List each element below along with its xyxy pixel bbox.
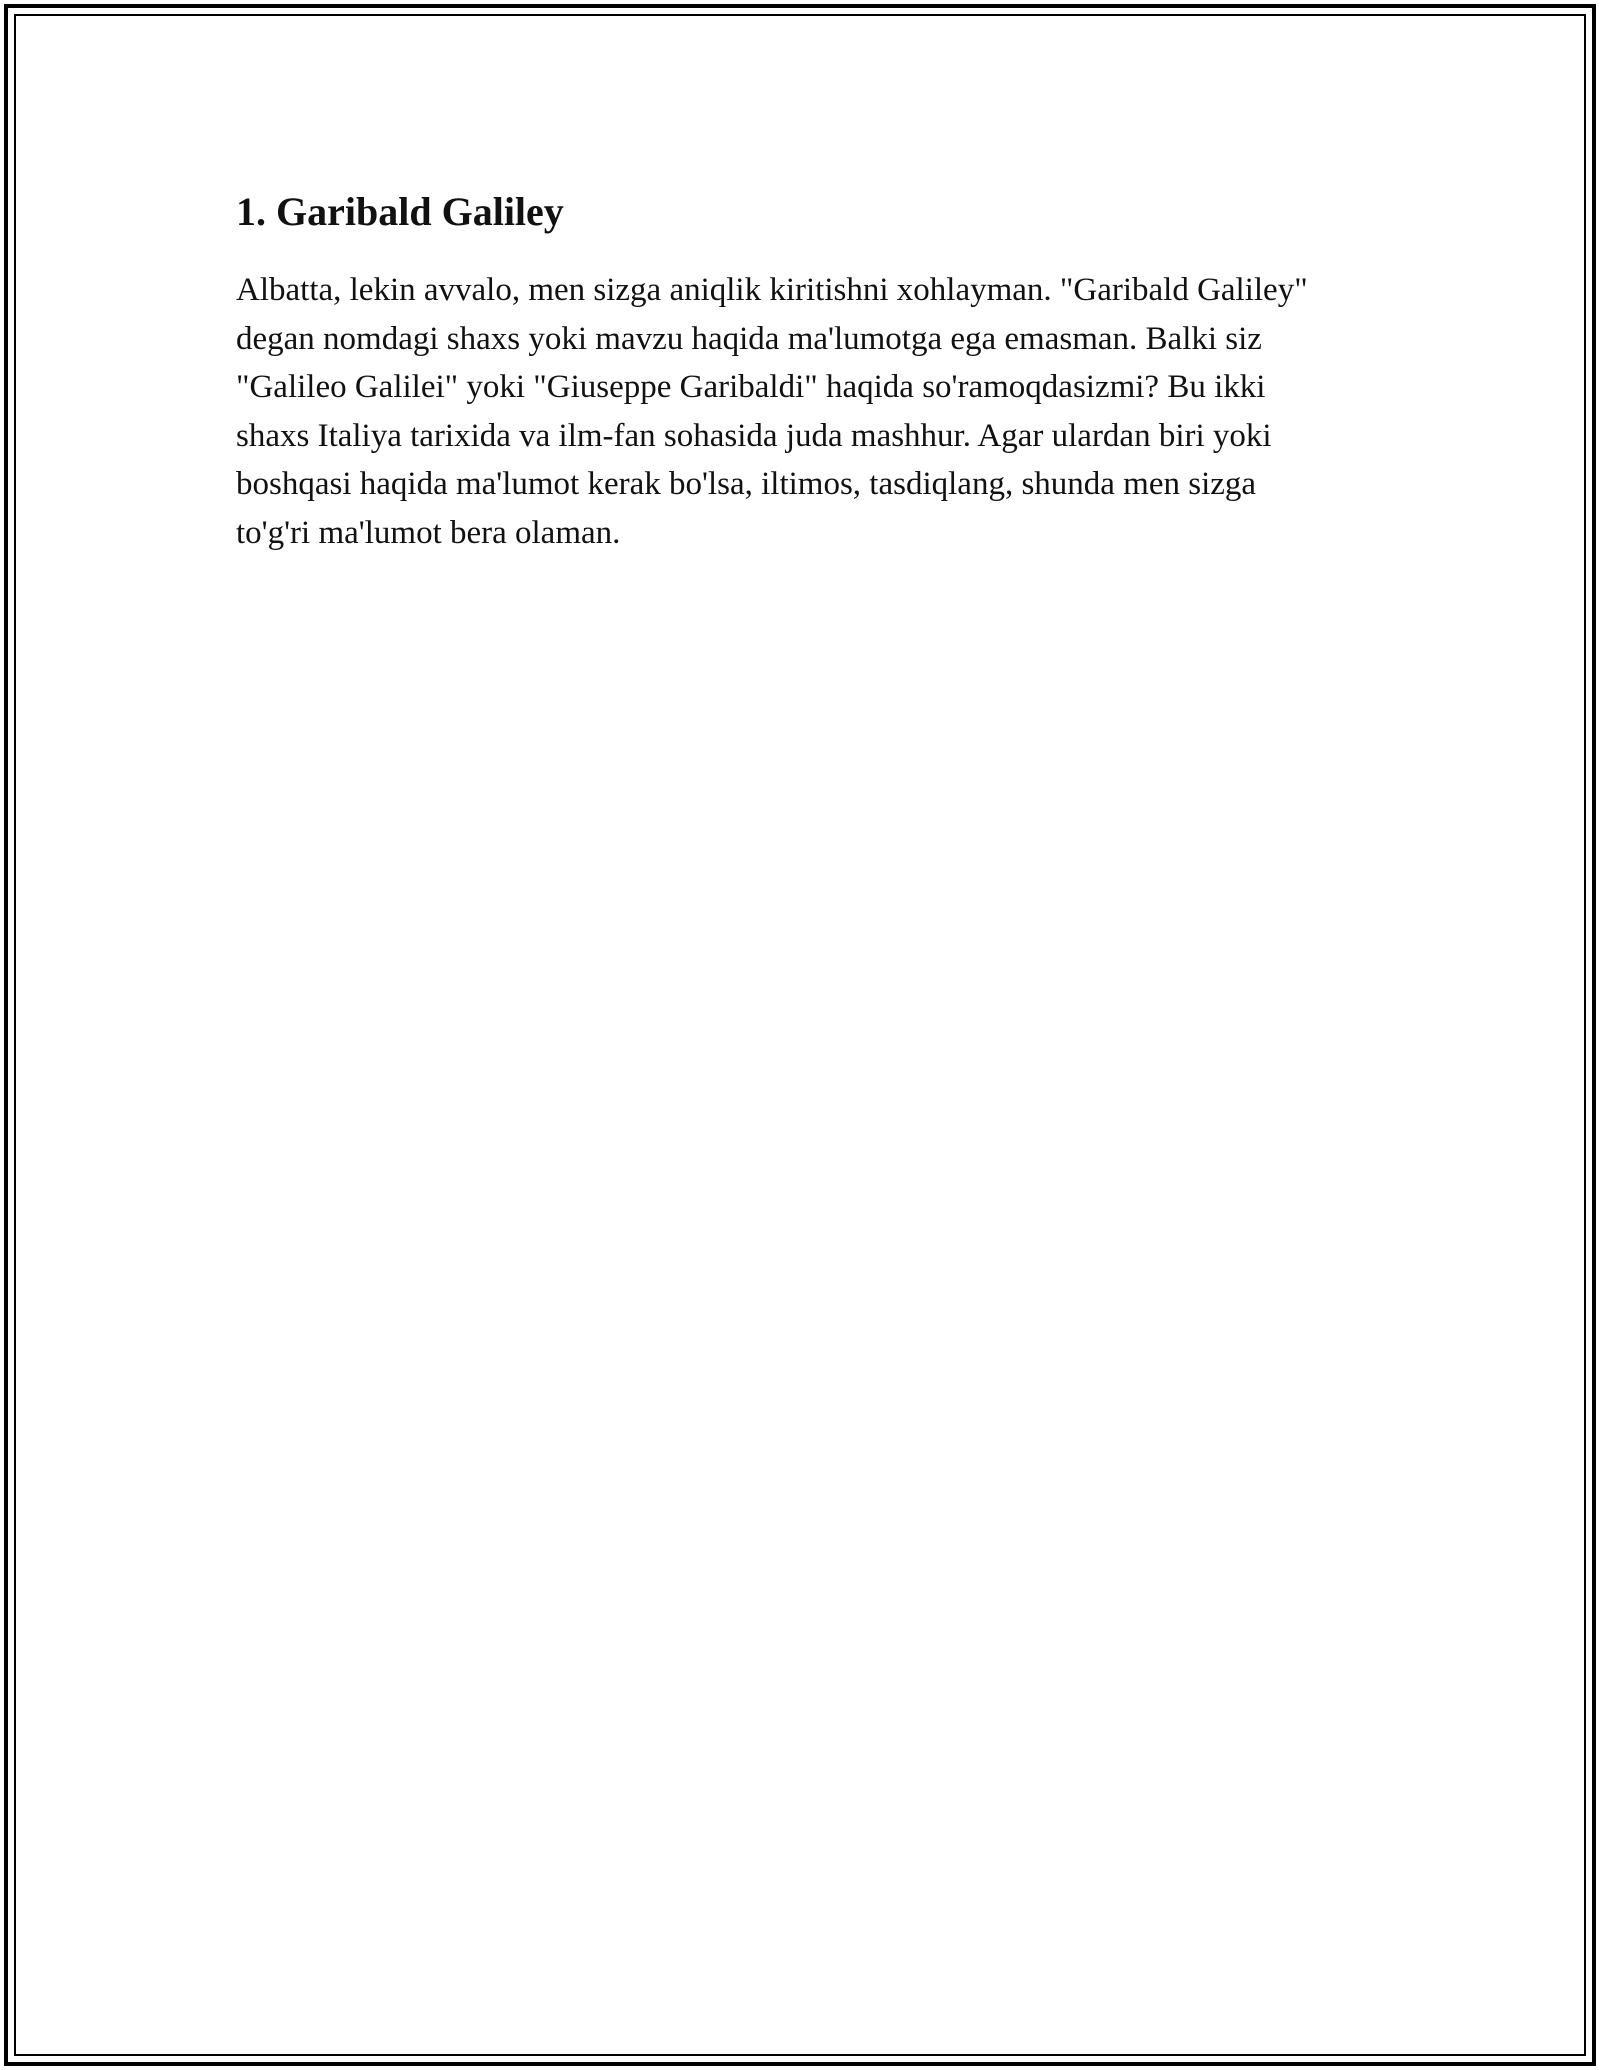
document-content <box>236 186 1316 557</box>
section-paragraph: Albatta, lekin avvalo, men sizga aniqlik kiritishni xohlayman. "Garibald Galiley" degan nomdagi shaxs yoki mavzu haqida ma'lumotga ega emasman. Balki siz "Galileo Galilei" yoki "Giuseppe Garibaldi" haqida so'ramoqdasizmi? Bu ikki shaxs Italiya tarixida va ilm-fan sohasida juda mashhur. Agar ulardan biri yoki boshqasi haqida ma'lumot kerak bo'lsa, iltimos, tasdiqlang, shunda men sizga to'g'ri ma'lumot bera olaman. <box>236 272 1308 551</box>
section-heading: 1. Garibald Galiley <box>236 189 564 234</box>
